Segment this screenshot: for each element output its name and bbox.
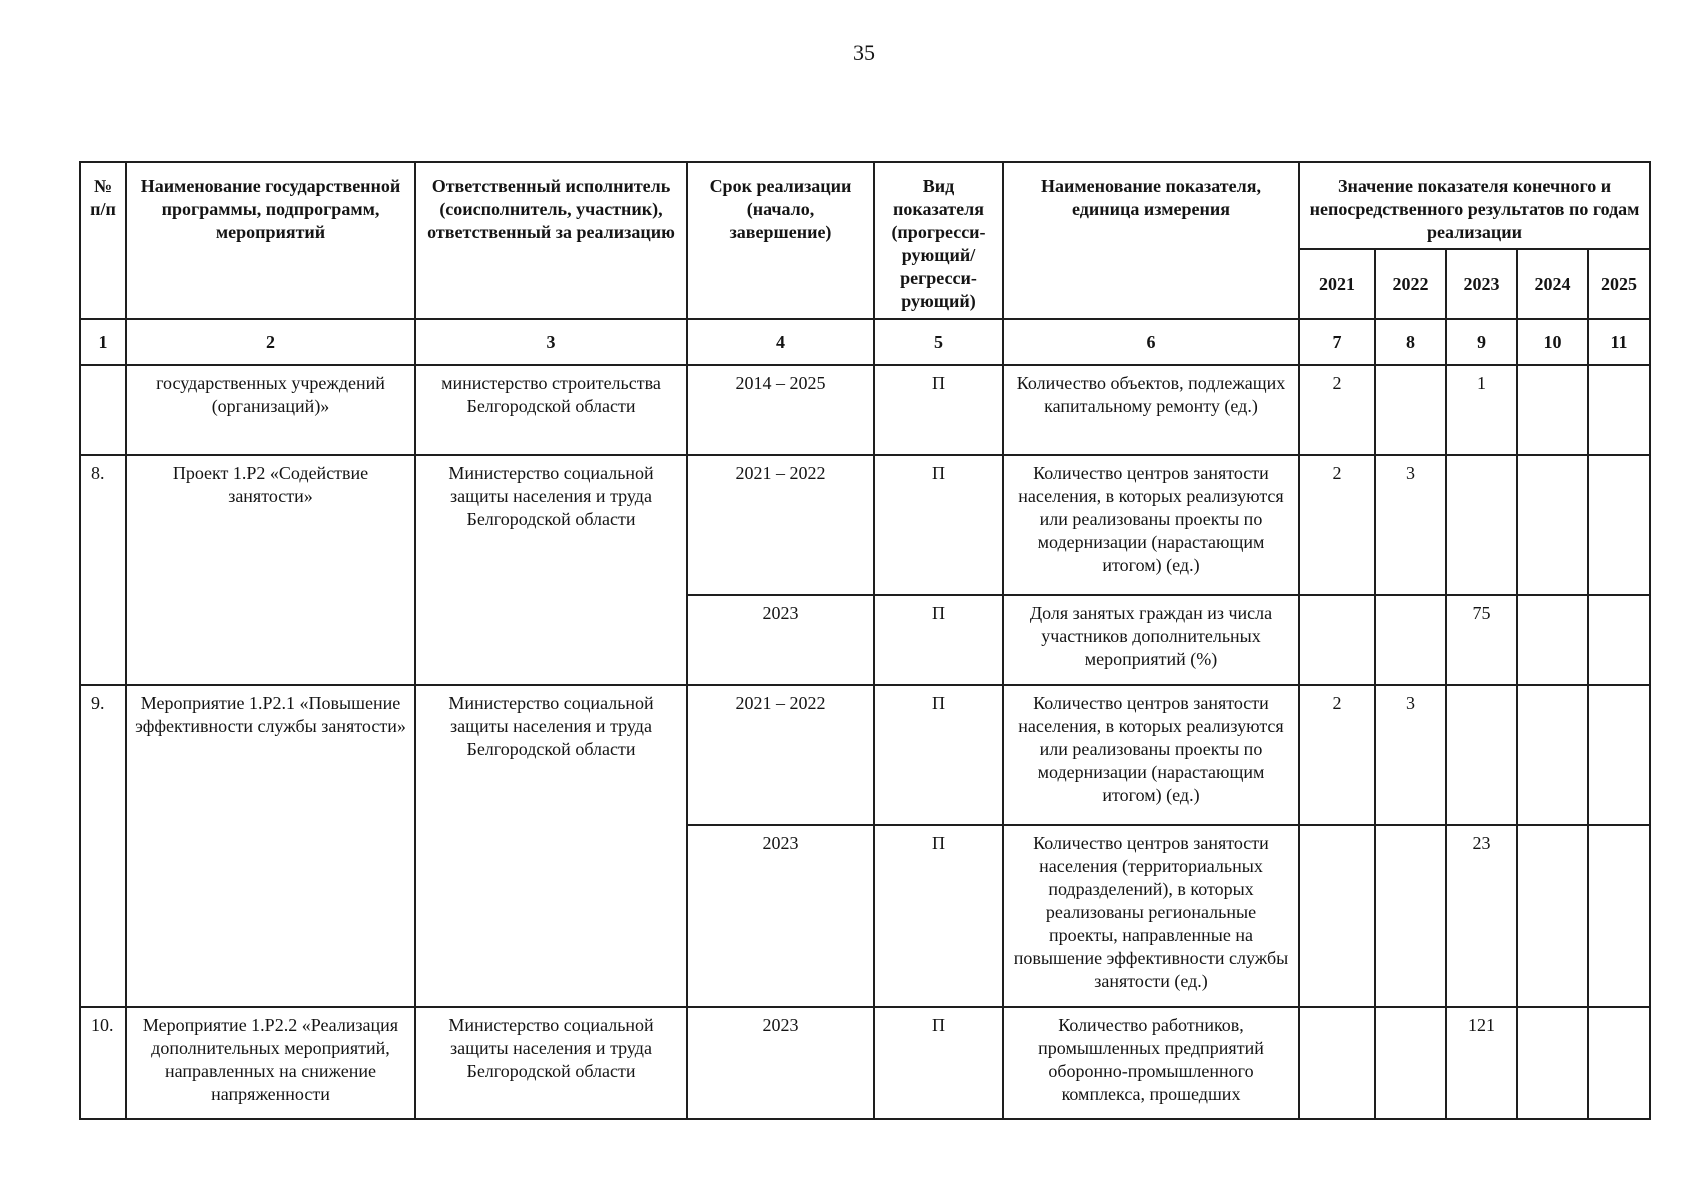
row-value-2025 [1588, 365, 1650, 455]
row-term: 2023 [687, 595, 874, 685]
header-year-2023: 2023 [1446, 249, 1517, 319]
row-kind: П [874, 365, 1003, 455]
row-indicator: Доля занятых граждан из числа участников дополнительных мероприятий (%) [1003, 595, 1299, 685]
row-program: Проект 1.Р2 «Содействие занятости» [126, 455, 415, 685]
row-value-2021 [1299, 825, 1375, 1007]
column-number: 3 [415, 319, 687, 365]
row-term: 2021 – 2022 [687, 455, 874, 595]
row-value-2022 [1375, 1007, 1446, 1119]
header-kind: Вид показателя (прогресси-рующий/ регресси-рующий) [874, 162, 1003, 319]
column-number: 2 [126, 319, 415, 365]
row-term: 2023 [687, 825, 874, 1007]
row-term: 2014 – 2025 [687, 365, 874, 455]
row-value-2021 [1299, 595, 1375, 685]
row-program: государственных учреждений (организаций)» [126, 365, 415, 455]
row-indicator: Количество центров занятости населения, в которых реализуются или реализованы проекты по модернизации (нарастающим итогом) (ед.) [1003, 455, 1299, 595]
row-kind: П [874, 595, 1003, 685]
column-number: 6 [1003, 319, 1299, 365]
row-indicator: Количество объектов, подлежащих капитальному ремонту (ед.) [1003, 365, 1299, 455]
row-value-2025 [1588, 455, 1650, 595]
row-value-2025 [1588, 685, 1650, 825]
column-number: 10 [1517, 319, 1588, 365]
row-value-2022: 3 [1375, 685, 1446, 825]
table-header [80, 162, 1650, 319]
row-num: 10. [80, 1007, 126, 1119]
header-program: Наименование государственной программы, подпрограмм, мероприятий [126, 162, 415, 319]
row-value-2025 [1588, 1007, 1650, 1119]
row-indicator: Количество центров занятости населения, в которых реализуются или реализованы проекты по модернизации (нарастающим итогом) (ед.) [1003, 685, 1299, 825]
row-value-2022 [1375, 365, 1446, 455]
row-executor: Министерство социальной защиты населения и труда Белгородской области [415, 455, 687, 685]
row-value-2024 [1517, 595, 1588, 685]
row-value-2022 [1375, 825, 1446, 1007]
row-value-2025 [1588, 825, 1650, 1007]
table-body [80, 319, 1650, 1119]
table-row [80, 455, 1650, 595]
table-row [80, 685, 1650, 825]
row-kind: П [874, 1007, 1003, 1119]
row-value-2024 [1517, 685, 1588, 825]
row-value-2023: 75 [1446, 595, 1517, 685]
column-number: 4 [687, 319, 874, 365]
row-executor: Министерство социальной защиты населения и труда Белгородской области [415, 1007, 687, 1119]
row-program: Мероприятие 1.Р2.1 «Повышение эффективности службы занятости» [126, 685, 415, 1007]
row-value-2022 [1375, 595, 1446, 685]
header-term: Срок реализации (начало, завершение) [687, 162, 874, 319]
header-num: № п/п [80, 162, 126, 319]
row-value-2021: 2 [1299, 685, 1375, 825]
row-value-2023 [1446, 685, 1517, 825]
header-values-group: Значение показателя конечного и непосредственного результатов по годам реализации [1299, 162, 1650, 249]
header-row [80, 162, 1650, 249]
row-executor: Министерство социальной защиты населения и труда Белгородской области [415, 685, 687, 1007]
row-kind: П [874, 825, 1003, 1007]
header-year-2024: 2024 [1517, 249, 1588, 319]
header-executor: Ответственный исполнитель (соисполнитель, участник), ответственный за реализацию [415, 162, 687, 319]
header-year-2022: 2022 [1375, 249, 1446, 319]
row-value-2021: 2 [1299, 455, 1375, 595]
column-number: 1 [80, 319, 126, 365]
column-number: 7 [1299, 319, 1375, 365]
row-kind: П [874, 685, 1003, 825]
header-indicator: Наименование показателя, единица измерения [1003, 162, 1299, 319]
row-num: 8. [80, 455, 126, 685]
column-number: 8 [1375, 319, 1446, 365]
row-kind: П [874, 455, 1003, 595]
row-executor: министерство строительства Белгородской области [415, 365, 687, 455]
row-indicator: Количество работников, промышленных предприятий оборонно-промышленного комплекса, прошедших [1003, 1007, 1299, 1119]
header-year-2025: 2025 [1588, 249, 1650, 319]
row-value-2023: 1 [1446, 365, 1517, 455]
row-value-2021 [1299, 1007, 1375, 1119]
row-value-2024 [1517, 825, 1588, 1007]
row-value-2024 [1517, 365, 1588, 455]
row-num: 9. [80, 685, 126, 1007]
page-number: 35 [853, 40, 875, 65]
column-number: 5 [874, 319, 1003, 365]
row-value-2025 [1588, 595, 1650, 685]
column-number: 11 [1588, 319, 1650, 365]
column-number: 9 [1446, 319, 1517, 365]
row-value-2024 [1517, 1007, 1588, 1119]
row-value-2024 [1517, 455, 1588, 595]
column-numbers-row [80, 319, 1650, 365]
indicators-table [79, 161, 1651, 1120]
table-row [80, 1007, 1650, 1119]
row-term: 2021 – 2022 [687, 685, 874, 825]
row-value-2022: 3 [1375, 455, 1446, 595]
table-row [80, 365, 1650, 455]
row-value-2023 [1446, 455, 1517, 595]
row-value-2023: 23 [1446, 825, 1517, 1007]
row-program: Мероприятие 1.Р2.2 «Реализация дополнительных мероприятий, направленных на снижение напряженности [126, 1007, 415, 1119]
row-indicator: Количество центров занятости населения (территориальных подразделений), в которых реализованы региональные проекты, направленные на повышение эффективности службы занятости (ед.) [1003, 825, 1299, 1007]
header-year-2021: 2021 [1299, 249, 1375, 319]
row-num [80, 365, 126, 455]
row-value-2023: 121 [1446, 1007, 1517, 1119]
row-term: 2023 [687, 1007, 874, 1119]
row-value-2021: 2 [1299, 365, 1375, 455]
